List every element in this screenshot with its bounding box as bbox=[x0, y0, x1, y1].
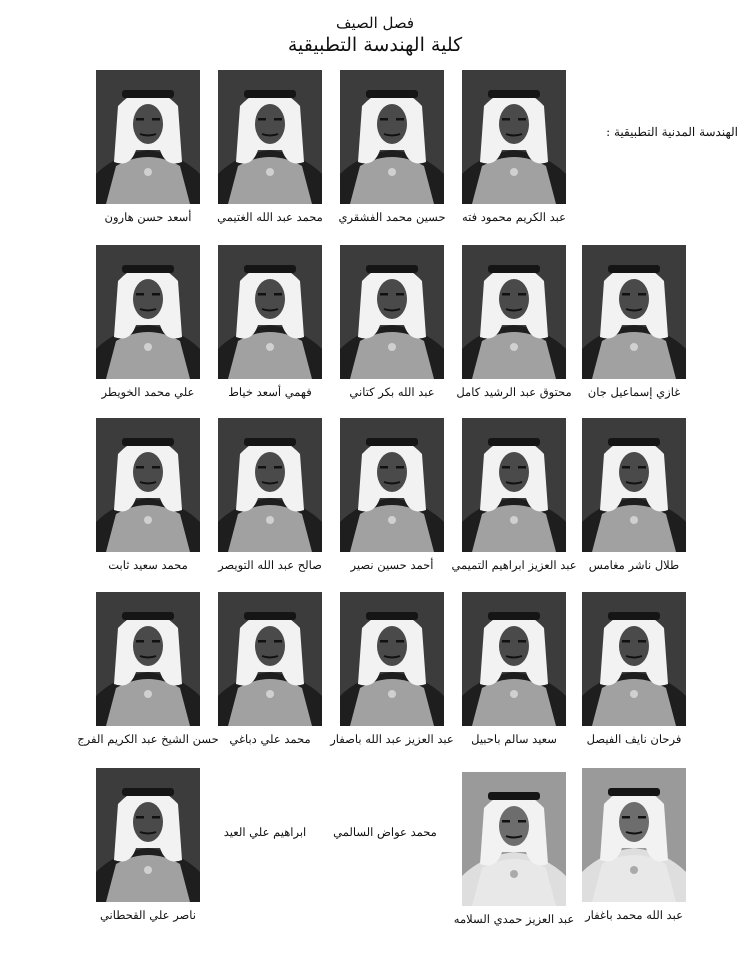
portrait-cell bbox=[460, 70, 568, 224]
portrait-name: محمد علي دباغي bbox=[229, 732, 311, 746]
portrait-cell bbox=[216, 70, 324, 224]
portrait-photo bbox=[462, 772, 566, 906]
portrait-name: فهمي أسعد خياط bbox=[228, 385, 312, 399]
portrait-photo bbox=[218, 245, 322, 379]
college-title: كلية الهندسة التطبيقية bbox=[287, 34, 463, 56]
portrait-photo bbox=[582, 418, 686, 552]
portrait-photo bbox=[582, 768, 686, 902]
portrait-photo bbox=[96, 245, 200, 379]
portrait-cell bbox=[77, 592, 219, 746]
portrait-cell bbox=[338, 70, 446, 224]
portrait-name: فرحان نايف الفيصل bbox=[586, 732, 682, 746]
portrait-cell bbox=[580, 592, 688, 746]
portrait-photo bbox=[218, 70, 322, 204]
page-heading: فصل الصيف bbox=[335, 14, 415, 32]
portrait-photo bbox=[96, 768, 200, 902]
portrait-name: سعيد سالم باحبيل bbox=[471, 732, 557, 746]
portrait-cell bbox=[94, 245, 202, 399]
portrait-cell bbox=[216, 418, 324, 572]
portrait-photo bbox=[462, 418, 566, 552]
portrait-name: عبد الله بكر كتاني bbox=[349, 385, 435, 399]
portrait-name: طلال ناشر مغامس bbox=[588, 558, 680, 572]
text-name: محمد عواض السالمي bbox=[333, 825, 437, 839]
portrait-name: محتوق عبد الرشيد كامل bbox=[456, 385, 572, 399]
portrait-photo bbox=[340, 418, 444, 552]
portrait-name: علي محمد الخويطر bbox=[101, 385, 195, 399]
portrait-cell bbox=[580, 768, 688, 922]
portrait-photo bbox=[340, 70, 444, 204]
portrait-name: عبد العزيز حمدي السلامه bbox=[453, 912, 575, 926]
portrait-name: حسن الشيخ عبد الكريم الفرج bbox=[77, 732, 219, 746]
portrait-cell bbox=[456, 245, 572, 399]
portrait-cell bbox=[94, 768, 202, 922]
portrait-cell bbox=[94, 418, 202, 572]
portrait-photo bbox=[582, 592, 686, 726]
portrait-photo bbox=[218, 418, 322, 552]
portrait-name: أسعد حسن هارون bbox=[104, 210, 192, 224]
portrait-photo bbox=[340, 245, 444, 379]
portrait-name: عبد العزيز ابراهيم التميمي bbox=[451, 558, 577, 572]
portrait-photo bbox=[218, 592, 322, 726]
portrait-photo bbox=[96, 592, 200, 726]
portrait-cell bbox=[580, 418, 688, 572]
portrait-photo bbox=[582, 245, 686, 379]
portrait-photo bbox=[462, 592, 566, 726]
portrait-cell bbox=[216, 245, 324, 399]
portrait-cell bbox=[460, 592, 568, 746]
portrait-cell bbox=[451, 418, 577, 572]
portrait-photo bbox=[462, 245, 566, 379]
portrait-cell bbox=[216, 592, 324, 746]
portrait-photo bbox=[340, 592, 444, 726]
portrait-name: غازي إسماعيل جان bbox=[587, 385, 681, 399]
portrait-name: حسين محمد الفشقري bbox=[338, 210, 446, 224]
portrait-cell bbox=[453, 772, 575, 926]
portrait-name: أحمد حسين نصير bbox=[350, 558, 434, 572]
portrait-cell bbox=[330, 592, 454, 746]
portrait-name: ناصر علي القحطاني bbox=[99, 908, 197, 922]
section-label: الهندسة المدنية التطبيقية : bbox=[606, 125, 738, 139]
portrait-name: صالح عبد الله التويصر bbox=[218, 558, 322, 572]
portrait-cell bbox=[580, 245, 688, 399]
portrait-cell bbox=[94, 70, 202, 224]
portrait-photo bbox=[462, 70, 566, 204]
portrait-name: عبد العزيز عبد الله باصفار bbox=[330, 732, 454, 746]
portrait-name: عبد الكريم محمود فته bbox=[461, 210, 566, 224]
portrait-photo bbox=[96, 418, 200, 552]
portrait-name: محمد سعيد ثابت bbox=[108, 558, 188, 572]
portrait-name: محمد عبد الله الغتيمي bbox=[217, 210, 323, 224]
text-name: ابراهيم علي العيد bbox=[223, 825, 307, 839]
portrait-photo bbox=[96, 70, 200, 204]
portrait-cell bbox=[338, 245, 446, 399]
portrait-name: عبد الله محمد باغفار bbox=[585, 908, 683, 922]
portrait-cell bbox=[338, 418, 446, 572]
